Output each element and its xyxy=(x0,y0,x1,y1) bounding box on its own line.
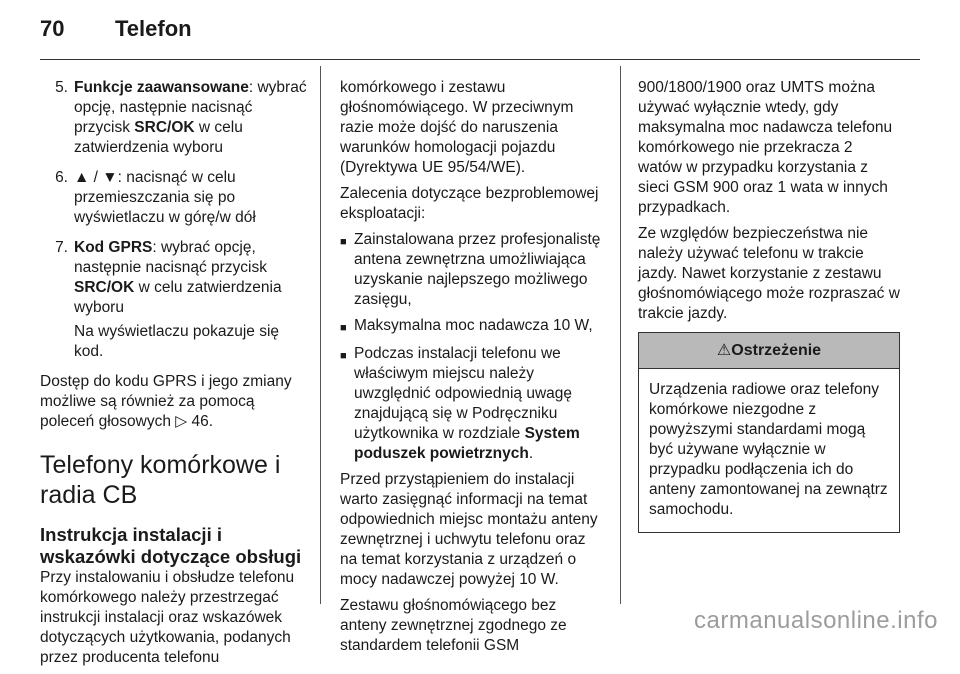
step-text: : wybrać opcję, następnie nacisnąć przycisk xyxy=(74,239,267,276)
column-divider-2 xyxy=(620,66,621,604)
warning-icon: ⚠ xyxy=(716,342,732,359)
list-item-text: Zainstalowana przez profesjonalistę antena zewnętrzna umożliwiająca uzyskanie najlepszego możliwego zasięgu, xyxy=(354,231,601,308)
step-label: Kod GPRS xyxy=(74,239,153,256)
header-rule xyxy=(40,59,920,60)
step-text: w celu zatwierdzenia wyboru xyxy=(74,119,243,156)
subsection-heading: Instrukcja instalacji i wskazówki dotyczące obsługi xyxy=(40,524,302,567)
safety-paragraph: Ze względów bezpieczeństwa nie należy używać telefonu w trakcie jazdy. Nawet korzystanie z zestawu głośnomówiącego może rozpraszać w trakcie jazdy. xyxy=(638,225,900,322)
step-5 xyxy=(40,78,308,162)
list-item-text: Maksymalna moc nadawcza 10 W, xyxy=(354,317,593,334)
warning-text: Urządzenia radiowe oraz telefony komórkowe niezgodne z powyższymi standardami mogą być używane wyłącznie w przypadku podłączenia ich do anteny zamontowanej na zewnątrz samochodu. xyxy=(649,381,888,518)
column-divider-1 xyxy=(320,66,321,604)
page-ref-number: 46. xyxy=(187,413,214,430)
list-item xyxy=(340,230,605,310)
warning-title: Ostrzeżenie xyxy=(731,342,822,359)
handsfree-paragraph: Zestawu głośnomówiącego bez anteny zewnętrznej zgodnego ze standardem telefonii GSM xyxy=(340,597,567,654)
step-note: Na wyświetlaczu pokazuje się kod. xyxy=(74,323,280,360)
paragraph-text: Dostęp do kodu GPRS i jego zmiany możliwe są również za pomocą poleceń głosowych xyxy=(40,373,292,430)
continued-paragraph: komórkowego i zestawu głośnomówiącego. W przeciwnym razie może dojść do naruszenia warunków homologacji pojazdu (Dyrektywa UE 95/54/WE). xyxy=(340,79,574,176)
column-1 xyxy=(40,78,308,674)
column-2 xyxy=(340,78,605,662)
step-label: Funkcje zaawansowane xyxy=(74,79,249,96)
page-title: Telefon xyxy=(115,16,192,41)
page-ref-icon: ▷ xyxy=(175,413,188,430)
section-heading: Telefony komórkowe i radia CB xyxy=(40,451,281,509)
key-label: SRC/OK xyxy=(134,119,195,136)
step-text: ▲ / ▼: nacisnąć w celu przemieszczania się po wyświetlaczu w górę/w dół xyxy=(74,169,256,226)
key-label: SRC/OK xyxy=(74,279,135,296)
gprs-paragraph xyxy=(40,372,308,432)
step-7 xyxy=(40,238,308,366)
list-item-text xyxy=(354,344,605,464)
list-item xyxy=(340,344,605,464)
install-paragraph: Przed przystąpieniem do instalacji warto zasięgnąć informacji na temat odpowiednich miejsc montażu anteny zewnętrznej i uchwytu telefonu oraz na temat korzystania z urządzeń o mocy nadawczej powyżej 10 W. xyxy=(340,471,598,588)
list-item xyxy=(340,316,605,338)
warning-header xyxy=(639,333,899,369)
step-text: w celu zatwierdzenia wyboru xyxy=(74,279,282,316)
watermark: carmanualsonline.info xyxy=(694,607,938,634)
column-3 xyxy=(638,78,900,533)
step-number: 7. xyxy=(55,239,68,256)
step-number: 6. xyxy=(55,169,68,186)
step-text: : wybrać opcję, następnie nacisnąć przycisk xyxy=(74,79,307,136)
step-number: 5. xyxy=(55,79,68,96)
step-6 xyxy=(40,168,308,232)
continued-paragraph: 900/1800/1900 oraz UMTS można używać wyłącznie wtedy, gdy maksymalna moc nadawcza telefonu komórkowego nie przekracza 2 watów w przypadku korzystania z sieci GSM 900 oraz 1 wata w innych przypadkach. xyxy=(638,79,893,216)
bullet-icon: ■ xyxy=(340,322,347,334)
intro-paragraph: Przy instalowaniu i obsłudze telefonu komórkowego należy przestrzegać instrukcji instalacji oraz wskazówek dotyczących użytkowania, podanych przez producenta telefonu xyxy=(40,569,295,666)
warning-box xyxy=(638,332,900,533)
page-header xyxy=(40,16,192,50)
recommendations-heading: Zalecenia dotyczące bezproblemowej eksploatacji: xyxy=(340,185,599,222)
page-number: 70 xyxy=(40,16,65,41)
chapter-ref: System poduszek powietrznych xyxy=(354,425,580,462)
list-item-text-part: Podczas instalacji telefonu we właściwym miejscu należy uwzględnić odpowiednią uwagę znajdującą się w Podręczniku użytkownika w rozdziale xyxy=(354,345,573,442)
bullet-icon: ■ xyxy=(340,350,347,362)
bullet-icon: ■ xyxy=(340,236,347,248)
list-item-text-part: . xyxy=(528,445,534,462)
